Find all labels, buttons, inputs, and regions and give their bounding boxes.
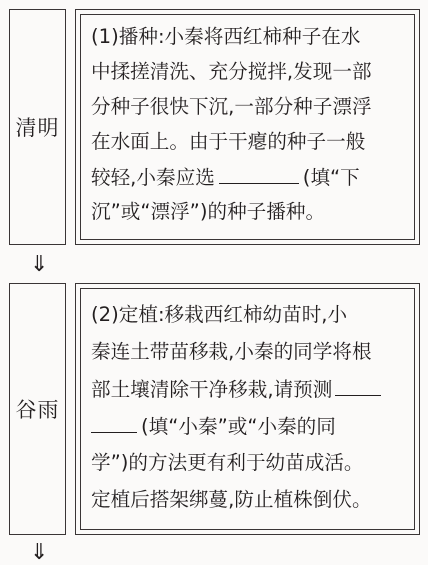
answer-blank-2b[interactable] [91, 414, 137, 433]
text-segment: (填“小秦”或“小秦的同 [141, 415, 336, 438]
text-line: 定植后搭架绑蔓,防止植株倒伏。 [91, 488, 372, 511]
text-line: 学”)的方法更有利于幼苗成活。 [91, 451, 364, 474]
answer-blank-2a[interactable] [335, 377, 381, 396]
content-box-sowing [75, 9, 420, 245]
content-inner-frame [80, 288, 415, 530]
text-segment: 较轻,小秦应选 [91, 166, 215, 189]
text-segment: (填“下 [302, 166, 360, 189]
down-double-arrow-icon: ⇓ [30, 252, 49, 277]
content-box-transplanting [75, 283, 420, 535]
text-line: 中揉搓清洗、充分搅拌,发现一部 [91, 60, 372, 83]
text-line-with-blank [91, 377, 381, 401]
answer-blank-1[interactable] [219, 165, 299, 184]
text-line: 秦连土带苗移栽,小秦的同学将根 [91, 340, 372, 363]
stage-label-qingming: 清明 [15, 116, 60, 140]
text-line: 分种子很快下沉,一部分种子漂浮 [91, 95, 372, 118]
text-line-with-blank [91, 414, 336, 438]
text-segment: 部土壤清除干净移栽,请预测 [91, 378, 333, 401]
content-inner-frame [80, 14, 415, 240]
stage-label-box-guyu [9, 283, 66, 535]
stage-label-box-qingming [9, 9, 66, 245]
text-line-with-blank [91, 165, 360, 189]
text-line: 沉”或“漂浮”)的种子播种。 [91, 200, 326, 223]
text-line: (1)播种:小秦将西红柿种子在水 [91, 25, 361, 48]
stage-label-guyu: 谷雨 [15, 398, 60, 422]
down-double-arrow-icon: ⇓ [30, 540, 49, 565]
text-line: 在水面上。由于干瘪的种子一般 [91, 130, 366, 153]
text-line: (2)定植:移栽西红柿幼苗时,小 [91, 303, 348, 326]
